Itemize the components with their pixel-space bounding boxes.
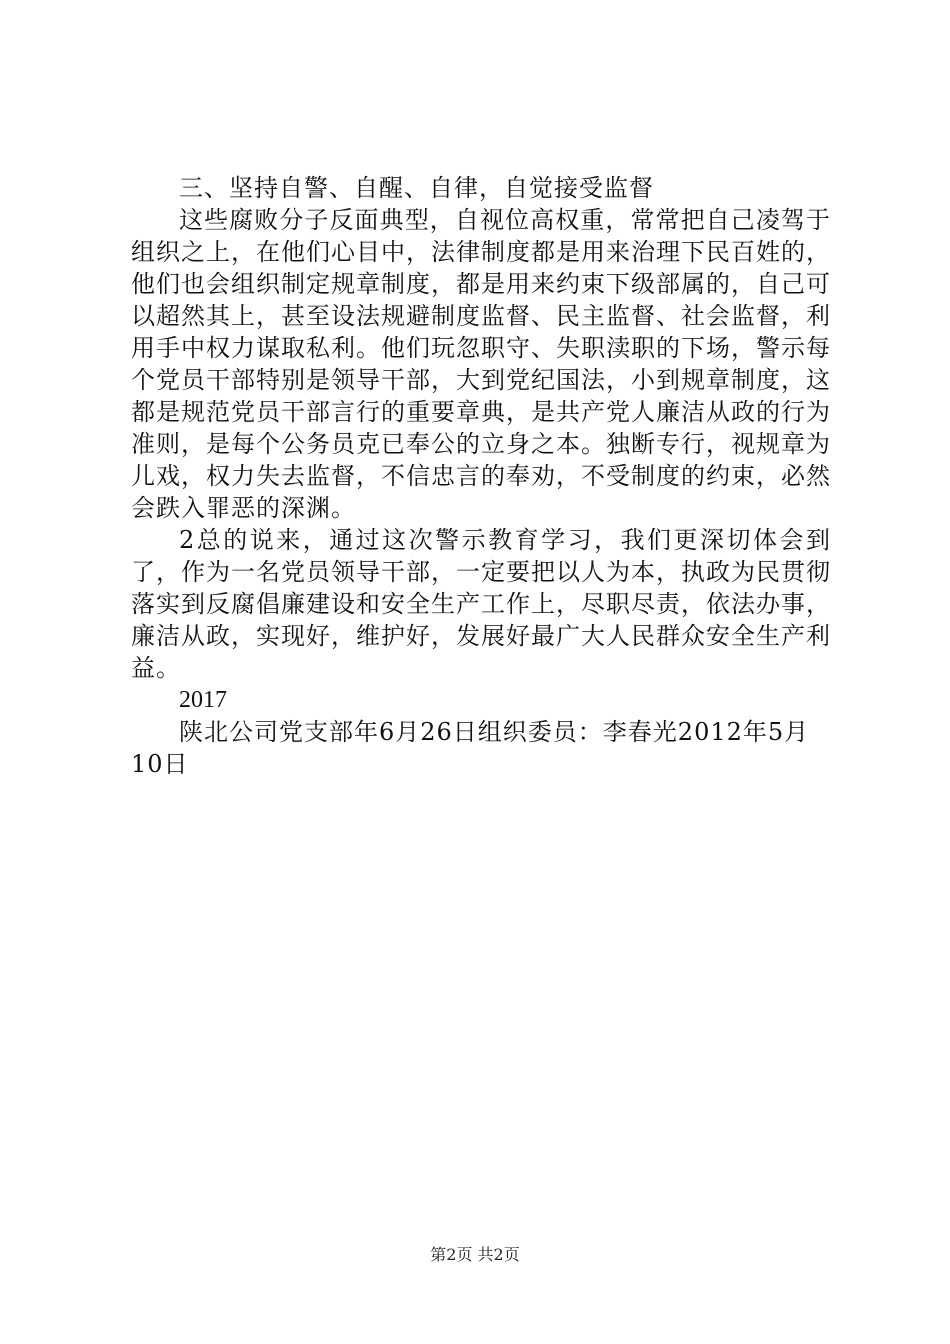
year-line: 2017 [179, 687, 227, 713]
paragraph-1: 这些腐败分子反面典型，自视位高权重，常常把自己凌驾于组织之上，在他们心目中，法律制度都是用来治理下民百姓的，他们也会组织制定规章制度，都是用来约束下级部属的，自己可以超然其上，甚至设法规避制度监督、民主监督、社会监督，利用手中权力谋取私利。他们玩忽职守、失职渎职的下场，警示每个党员干部特别是领导干部，大到党纪国法，小到规章制度，这都是规范党员干部言行的重要章典，是共产党人廉洁从政的行为准则，是每个公务员克已奉公的立身之本。独断专行，视规章为儿戏，权力失去监督，不信忠言的奉劝，不受制度的约束，必然会跌入罪恶的深渊。 [131, 206, 831, 522]
signature-line: 陕北公司党支部年6月26日组织委员：李春光2012年5月10日 [131, 718, 810, 778]
page-footer: 第2页 共2页 [430, 1245, 520, 1264]
paragraph-2: 2总的说来，通过这次警示教育学习，我们更深切体会到了，作为一名党员领导干部，一定要把以人为本，执政为民贯彻落实到反腐倡廉建设和安全生产工作上，尽职尽责，依法办事，廉洁从政，实现好，维护好，发展好最广大人民群众安全生产利益。 [131, 526, 831, 682]
document-body [131, 172, 831, 780]
section-heading: 三、坚持自警、自醒、自律，自觉接受监督 [179, 174, 654, 202]
